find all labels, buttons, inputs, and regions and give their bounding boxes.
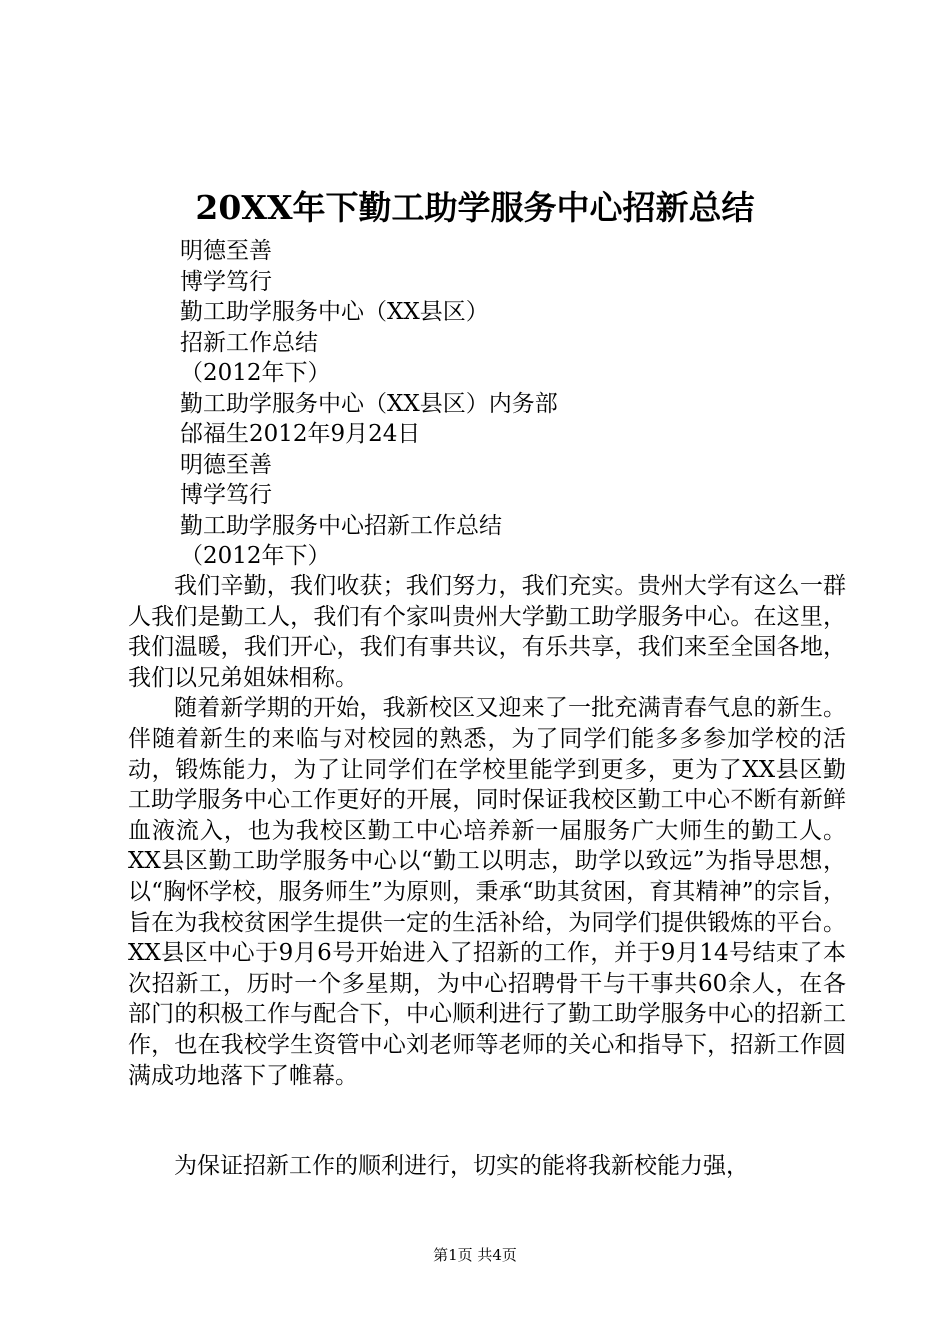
header-line: 明德至善 [180, 238, 272, 264]
header-line: （2012年下） [180, 543, 331, 569]
document-title: 20XX年下勤工助学服务中心招新总结 [195, 188, 755, 227]
header-line: 勤工助学服务中心（XX县区）内务部 [180, 390, 558, 417]
header-line: （2012年下） [180, 360, 331, 386]
header-line: 博学笃行 [180, 268, 272, 295]
header-line: 勤工助学服务中心招新工作总结 [180, 512, 502, 539]
document-body [128, 571, 846, 1179]
body-paragraph: 为保证招新工作的顺利进行，切实的能将我新校能力强， [174, 1153, 749, 1179]
header-line: 勤工助学服务中心（XX县区） [180, 299, 489, 325]
body-paragraph: 随着新学期的开始，我新校区又迎来了一批充满青春气息的新生。伴随着新生的来临与对校园的熟悉，为了同学们能多多参加学校的活动，锻炼能力，为了让同学们在学校里能学到更多，更为了XX县区勤工助学服务中心工作更好的开展，同时保证我校区勤工中心不断有新鲜血液流入，也为我校区勤工中心培养新一届服务广大师生的勤工人。XX县区勤工助学服务中心以“勤工以明志，助学以致远”为指导思想，以“胸怀学校，服务师生”为原则，秉承“助其贫困，育其精神”的宗旨，旨在为我校贫困学生提供一定的生活补给，为同学们提供锻炼的平台。XX县区中心于9月6号开始进入了招新的工作，并于9月14号结束了本次招新工，历时一个多星期，为中心招聘骨干与干事共60余人，在各部门的积极工作与配合下，中心顺利进行了勤工助学服务中心的招新工作，也在我校学生资管中心刘老师等老师的关心和指导下，招新工作圆满成功地落下了帷幕。 [128, 695, 846, 1089]
header-lines [180, 236, 880, 572]
header-line: 邰福生2012年9月24日 [180, 421, 421, 447]
header-line: 招新工作总结 [180, 329, 318, 356]
header-line: 博学笃行 [180, 482, 272, 508]
page-footer: 第1页 共4页 [433, 1246, 517, 1264]
body-paragraph: 我们辛勤，我们收获；我们努力，我们充实。贵州大学有这么一群人我们是勤工人，我们有个家叫贵州大学勤工助学服务中心。在这里，我们温暖，我们开心，我们有事共议，有乐共享，我们来至全国各地，我们以兄弟姐妹相称。 [128, 573, 846, 691]
header-line: 明德至善 [180, 451, 272, 478]
